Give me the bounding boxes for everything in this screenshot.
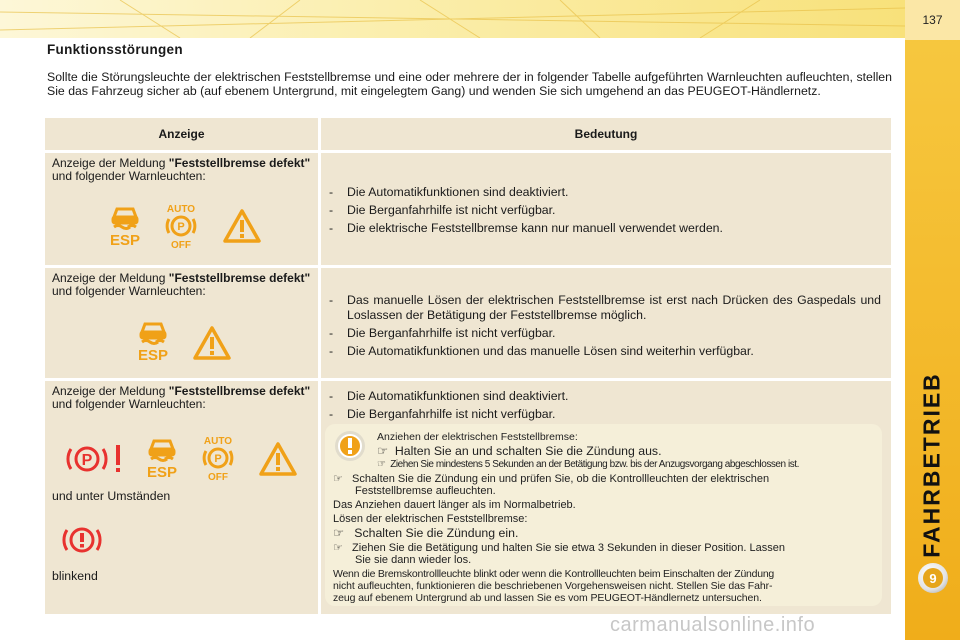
note-footer: Wenn die Bremskontrollleuchte blinkt oder wenn die Kontrollleuchten beim Einschalten der Zündung bbox=[333, 568, 774, 580]
blinking-label: blinkend bbox=[52, 569, 98, 583]
svg-text:AUTO: AUTO bbox=[166, 204, 196, 215]
caution-note bbox=[325, 424, 882, 606]
row-2-meaning bbox=[321, 268, 891, 378]
hand-bullet-icon: ☞ bbox=[333, 542, 343, 554]
note-heading-apply: Anziehen der elektrischen Feststellbremse: bbox=[377, 431, 578, 443]
note-heading-release: Lösen der elektrischen Feststellbremse: bbox=[333, 513, 528, 525]
row-1-meaning bbox=[321, 153, 891, 265]
header-anzeige: Anzeige bbox=[45, 118, 318, 150]
meaning-item: - Die Automatikfunktionen und das manuelle Lösen sind weiterhin verfügbar. bbox=[329, 344, 881, 359]
section-title: Funktionsstörungen bbox=[47, 42, 183, 57]
note-step: ☞ Schalten Sie die Zündung ein. bbox=[333, 526, 519, 540]
warning-triangle-icon bbox=[192, 325, 232, 361]
row-3-meaning-list bbox=[329, 389, 847, 425]
header-decoration bbox=[0, 0, 905, 38]
row-3-label: Anzeige der Meldung "Feststellbremse defekt" und folgender Warnleuchten: bbox=[52, 384, 311, 411]
chapter-number: 9 bbox=[923, 568, 943, 588]
row-2-label: Anzeige der Meldung "Feststellbremse defekt" und folgender Warnleuchten: bbox=[52, 271, 311, 298]
note-step: ☞ Schalten Sie die Zündung ein und prüfen Sie, ob die Kontrollleuchten der elektrischen bbox=[333, 473, 770, 485]
header-bedeutung: Bedeutung bbox=[321, 118, 891, 150]
row-1-indication bbox=[45, 153, 318, 265]
watermark: carmanualsonline.info bbox=[610, 614, 816, 636]
row-3-indication bbox=[45, 381, 318, 614]
chapter-badge bbox=[918, 563, 948, 593]
svg-text:OFF: OFF bbox=[171, 240, 191, 249]
note-text: Das Anziehen dauert länger als im Normalbetrieb. bbox=[333, 499, 576, 511]
row-1-label: Anzeige der Meldung "Feststellbremse defekt" und folgender Warnleuchten: bbox=[52, 156, 311, 183]
row-1-meaning-list bbox=[329, 185, 847, 239]
note-text: Sie sie dann wieder los. bbox=[355, 554, 472, 566]
esp-icon bbox=[133, 318, 173, 362]
note-footer: nicht aufleuchten, funktionieren die beschriebenen Vorgehensweisen nicht. Stellen Sie das Fahr- bbox=[333, 580, 773, 592]
svg-text:P: P bbox=[214, 453, 222, 465]
svg-text:ESP: ESP bbox=[146, 464, 178, 479]
svg-text:AUTO: AUTO bbox=[203, 436, 233, 447]
caution-icon bbox=[333, 429, 367, 463]
page-number: 137 bbox=[905, 0, 960, 40]
hand-bullet-icon: ☞ bbox=[333, 473, 343, 485]
meaning-item: - Die Automatikfunktionen sind deaktiviert. bbox=[329, 185, 847, 200]
note-footer: zeug auf ebenem Untergrund ab und lassen Sie es vom PEUGEOT-Händlernetz untersuchen. bbox=[333, 592, 762, 604]
svg-text:ESP: ESP bbox=[109, 232, 141, 247]
intro-paragraph: Sollte die Störungsleuchte der elektrischen Feststellbremse und eine oder mehrere der in folgender Tabelle aufgeführten Warnleuchten aufleuchten, stellen Sie das Fahrzeug sicher ab (auf ebenem Untergrund, mit eingelegtem Gang) und wenden Sie sich umgehend an das PEUGEOT-Händlernetz. bbox=[47, 70, 892, 98]
note-step: ☞ Halten Sie an und schalten Sie die Zündung aus. bbox=[377, 444, 662, 458]
esp-icon bbox=[142, 435, 182, 479]
auto-p-off-icon bbox=[195, 435, 241, 481]
meaning-item: - Die Berganfahrhilfe ist nicht verfügbar. bbox=[329, 326, 881, 341]
warning-triangle-icon bbox=[222, 208, 262, 244]
hand-bullet-icon: ☞ bbox=[333, 526, 345, 540]
warning-triangle-icon bbox=[258, 441, 298, 477]
hand-bullet-icon: ☞ bbox=[377, 444, 389, 458]
note-step: ☞ Ziehen Sie mindestens 5 Sekunden an der Betätigung bzw. bis der Anzugsvorgang abgeschlossen ist. bbox=[377, 459, 799, 470]
row-2-indication bbox=[45, 268, 318, 378]
auto-p-off-icon bbox=[158, 203, 204, 249]
hand-bullet-icon: ☞ bbox=[377, 459, 386, 470]
possible-condition-label: und unter Umständen bbox=[52, 489, 171, 503]
svg-text:P: P bbox=[81, 452, 93, 469]
svg-text:P: P bbox=[177, 221, 185, 233]
note-text: Feststellbremse aufleuchten. bbox=[355, 485, 496, 497]
row-2-meaning-list bbox=[329, 293, 881, 362]
parking-brake-fault-icon bbox=[65, 439, 127, 479]
svg-text:OFF: OFF bbox=[208, 472, 228, 481]
brake-warning-icon bbox=[62, 521, 102, 559]
meaning-item: - Die Berganfahrhilfe ist nicht verfügbar. bbox=[329, 407, 847, 422]
meaning-item: - Die Berganfahrhilfe ist nicht verfügbar. bbox=[329, 203, 847, 218]
svg-text:ESP: ESP bbox=[137, 347, 169, 362]
note-step: ☞ Ziehen Sie die Betätigung und halten Sie sie etwa 3 Sekunden in dieser Position. Lassen bbox=[333, 542, 786, 554]
chapter-title: FAHRBETRIEB bbox=[918, 372, 945, 558]
meaning-item: - Die elektrische Feststellbremse kann nur manuell verwendet werden. bbox=[329, 221, 847, 236]
meaning-item: - Die Automatikfunktionen sind deaktiviert. bbox=[329, 389, 847, 404]
esp-icon bbox=[105, 203, 145, 247]
meaning-item: - Das manuelle Lösen der elektrischen Feststellbremse ist erst nach Drücken des Gaspedals und Loslassen der Betätigung der Feststellbremse möglich. bbox=[329, 293, 881, 323]
